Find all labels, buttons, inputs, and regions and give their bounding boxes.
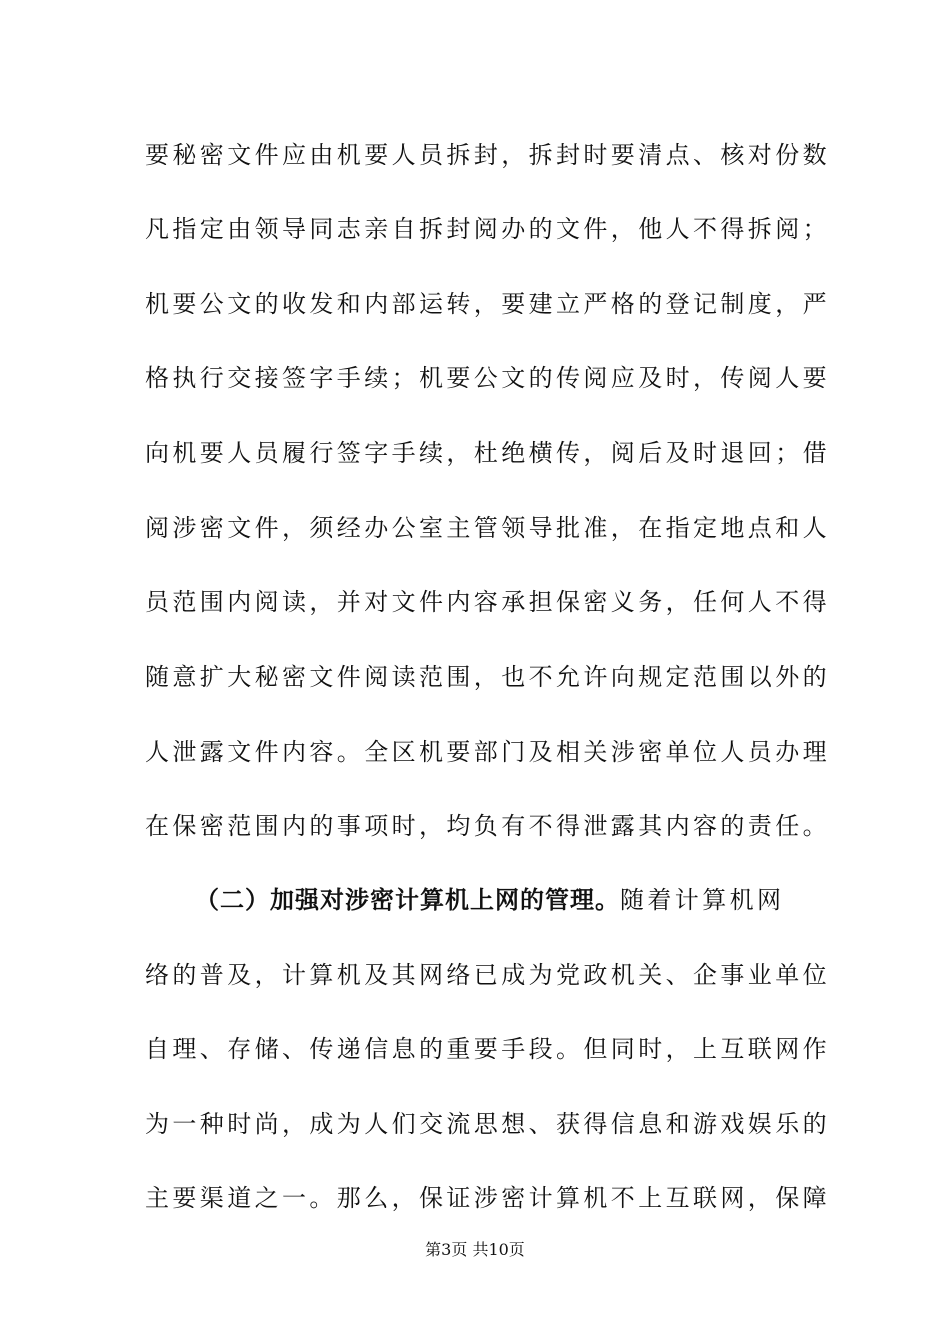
body-line: 在保密范围内的事项时，均负有不得泄露其内容的责任。 <box>145 812 830 840</box>
body-line: 为一种时尚，成为人们交流思想、获得信息和游戏娱乐的 <box>145 1110 830 1138</box>
body-line: 络的普及，计算机及其网络已成为党政机关、企事业单位 <box>145 961 830 989</box>
body-line: 自理、存储、传递信息的重要手段。但同时，上互联网作 <box>145 1035 830 1063</box>
page-number-footer: 第3页 共10页 <box>425 1240 525 1259</box>
body-line: 主要渠道之一。那么，保证涉密计算机不上互联网，保障 <box>145 1184 830 1212</box>
body-line: 随意扩大秘密文件阅读范围，也不允许向规定范围以外的 <box>145 663 830 691</box>
body-line: 阅涉密文件，须经办公室主管领导批准，在指定地点和人 <box>145 514 830 542</box>
section-heading-rest: 随着计算机网 <box>620 886 785 914</box>
body-line: 机要公文的收发和内部运转，要建立严格的登记制度，严 <box>145 290 830 318</box>
body-line: 格执行交接签字手续；机要公文的传阅应及时，传阅人要 <box>145 364 830 392</box>
body-line: 向机要人员履行签字手续，杜绝横传，阅后及时退回；借 <box>145 439 830 467</box>
section-heading-line <box>195 884 805 916</box>
body-line: 人泄露文件内容。全区机要部门及相关涉密单位人员办理 <box>145 738 830 766</box>
body-line: 要秘密文件应由机要人员拆封，拆封时要清点、核对份数 <box>145 141 830 169</box>
section-heading: （二）加强对涉密计算机上网的管理。 <box>195 886 620 914</box>
body-line: 凡指定由领导同志亲自拆封阅办的文件，他人不得拆阅； <box>145 215 830 243</box>
body-line: 员范围内阅读，并对文件内容承担保密义务，任何人不得 <box>145 588 830 616</box>
